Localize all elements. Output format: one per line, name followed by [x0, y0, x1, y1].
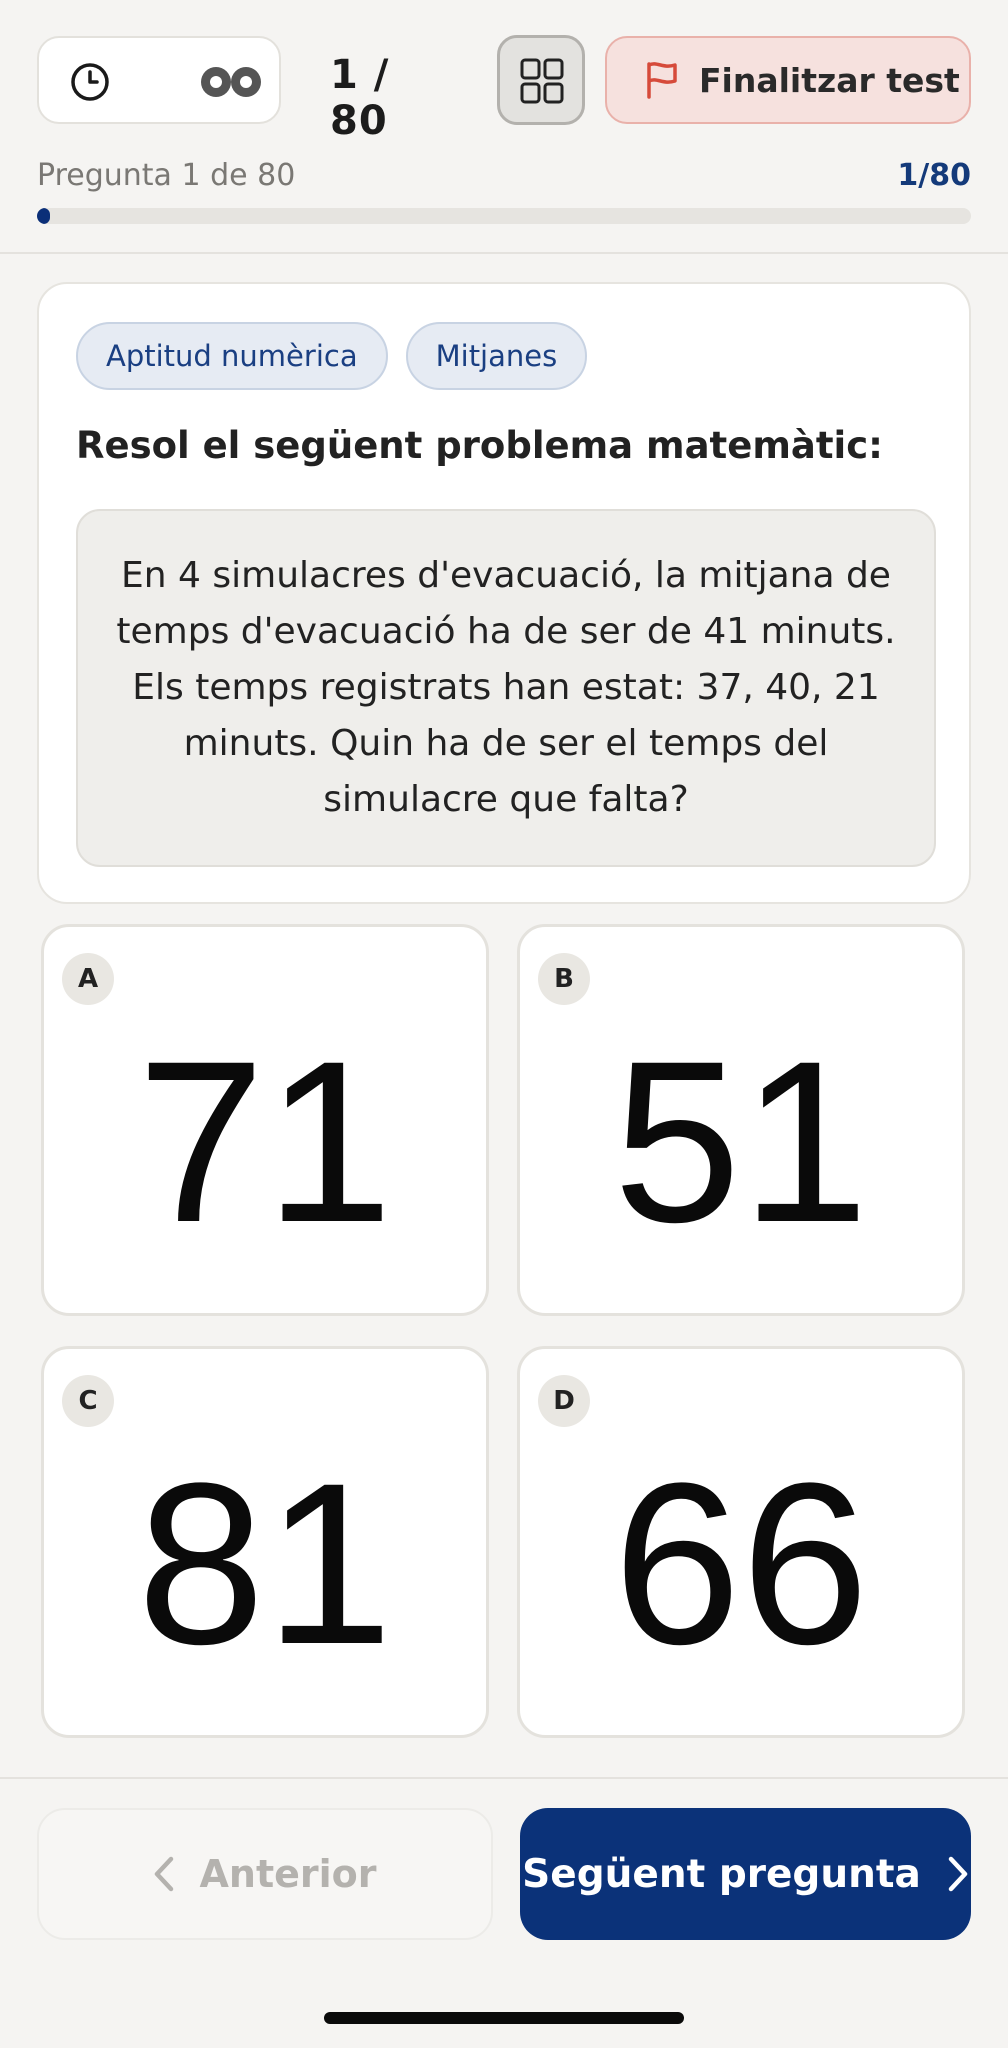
progress-label: Pregunta 1 de 80: [37, 158, 296, 193]
clock-icon: [69, 61, 111, 103]
finish-test-button[interactable]: [605, 36, 971, 124]
next-question-button[interactable]: [520, 1808, 971, 1940]
tag-category: Aptitud numèrica: [76, 322, 388, 390]
answer-value: 71: [137, 1013, 393, 1270]
question-counter: 1 / 80: [330, 52, 390, 144]
divider: [0, 1777, 1008, 1779]
previous-button[interactable]: [37, 1808, 493, 1940]
answer-value: 66: [613, 1435, 869, 1692]
progress-bar: [37, 208, 971, 224]
chevron-left-icon: [153, 1856, 175, 1892]
grid-icon: [520, 58, 564, 104]
timer-display: [37, 36, 281, 124]
question-prompt: Resol el següent problema matemàtic:: [76, 424, 883, 467]
previous-button-label: Anterior: [199, 1852, 377, 1896]
next-question-label: Següent pregunta: [522, 1851, 921, 1897]
answer-letter-badge: C: [62, 1375, 114, 1427]
answer-value: 81: [137, 1435, 393, 1692]
answer-letter-badge: A: [62, 953, 114, 1005]
question-tags: [76, 322, 587, 390]
infinity-icon: [197, 62, 265, 102]
answer-option-a[interactable]: [41, 924, 489, 1316]
finish-test-label: Finalitzar test: [699, 60, 960, 100]
answer-option-d[interactable]: [517, 1346, 965, 1738]
question-text: En 4 simulacres d'evacuació, la mitjana de temps d'evacuació ha de ser de 41 minuts. Els temps registrats han estat: 37, 40, 21 minuts. Quin ha de ser el temps del simulacre que falta?: [116, 555, 896, 820]
answer-option-c[interactable]: [41, 1346, 489, 1738]
answer-letter-badge: B: [538, 953, 590, 1005]
home-indicator: [324, 2012, 684, 2024]
answer-value: 51: [613, 1013, 869, 1270]
progress-bar-fill: [37, 208, 50, 224]
answer-option-b[interactable]: [517, 924, 965, 1316]
progress-count: 1/80: [897, 158, 971, 193]
divider: [0, 252, 1008, 254]
question-card: [37, 282, 971, 904]
question-grid-button[interactable]: [497, 35, 585, 125]
chevron-right-icon: [947, 1856, 969, 1892]
answer-letter-badge: D: [538, 1375, 590, 1427]
question-text-box: [76, 509, 936, 867]
flag-icon: [645, 61, 679, 99]
tag-topic: Mitjanes: [406, 322, 588, 390]
